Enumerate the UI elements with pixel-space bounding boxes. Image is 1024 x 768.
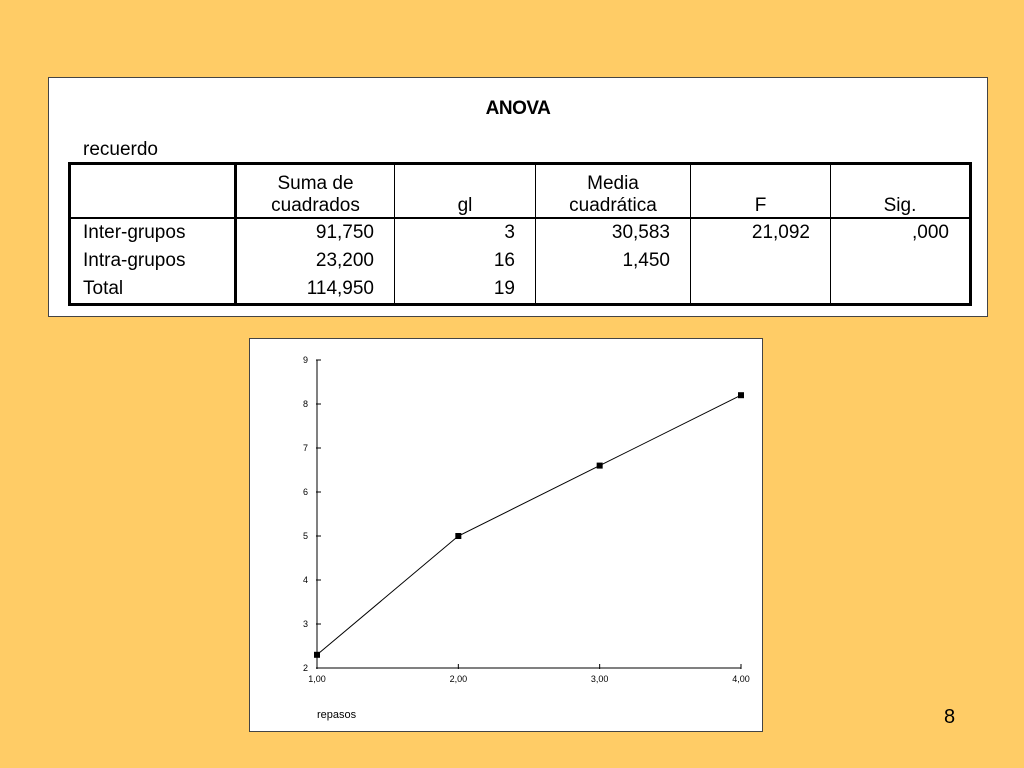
data-point-marker [597, 463, 603, 469]
row-source: Total [70, 275, 236, 305]
cell-sig [831, 247, 971, 275]
cell-media: 1,450 [536, 247, 691, 275]
data-point-marker [455, 533, 461, 539]
header-media: Media cuadrática [536, 164, 691, 219]
row-source: Intra-grupos [70, 247, 236, 275]
header-f: F [691, 164, 831, 219]
line-chart [250, 339, 762, 731]
cell-media: 30,583 [536, 218, 691, 247]
header-source [70, 164, 236, 219]
y-tick-label: 3 [302, 619, 308, 629]
y-tick-label: 8 [302, 399, 308, 409]
cell-suma: 114,950 [236, 275, 395, 305]
cell-suma: 23,200 [236, 247, 395, 275]
data-point-marker [314, 652, 320, 658]
x-tick-label: 1,00 [308, 674, 326, 684]
cell-sig [831, 275, 971, 305]
cell-gl: 19 [395, 275, 536, 305]
header-gl: gl [395, 164, 536, 219]
y-tick-label: 9 [302, 355, 308, 365]
y-tick-label: 5 [302, 531, 308, 541]
cell-sig: ,000 [831, 218, 971, 247]
x-tick-label: 2,00 [449, 674, 468, 684]
x-tick-label: 3,00 [590, 674, 609, 684]
table-header-row [70, 164, 971, 219]
cell-media [536, 275, 691, 305]
cell-gl: 3 [395, 218, 536, 247]
dependent-variable-label: recuerdo [83, 139, 158, 160]
data-point-marker [738, 392, 744, 398]
cell-f [691, 275, 831, 305]
x-axis-label: repasos [317, 709, 357, 721]
page-number: 8 [944, 706, 956, 728]
row-source: Inter-grupos [70, 218, 236, 247]
y-tick-label: 4 [302, 575, 308, 585]
line-chart-panel [249, 338, 763, 732]
table-row [70, 218, 971, 247]
cell-f [691, 247, 831, 275]
anova-table [68, 162, 972, 306]
header-sig: Sig. [831, 164, 971, 219]
y-tick-label: 7 [302, 443, 308, 453]
anova-title: ANOVA [485, 98, 551, 119]
series-line [317, 395, 741, 655]
header-suma: Suma de cuadrados [236, 164, 395, 219]
y-tick-label: 6 [302, 487, 308, 497]
y-tick-label: 2 [302, 663, 308, 673]
table-row [70, 247, 971, 275]
cell-f: 21,092 [691, 218, 831, 247]
cell-suma: 91,750 [236, 218, 395, 247]
cell-gl: 16 [395, 247, 536, 275]
x-tick-label: 4,00 [732, 674, 750, 684]
anova-table-panel [48, 77, 988, 317]
table-row [70, 275, 971, 305]
